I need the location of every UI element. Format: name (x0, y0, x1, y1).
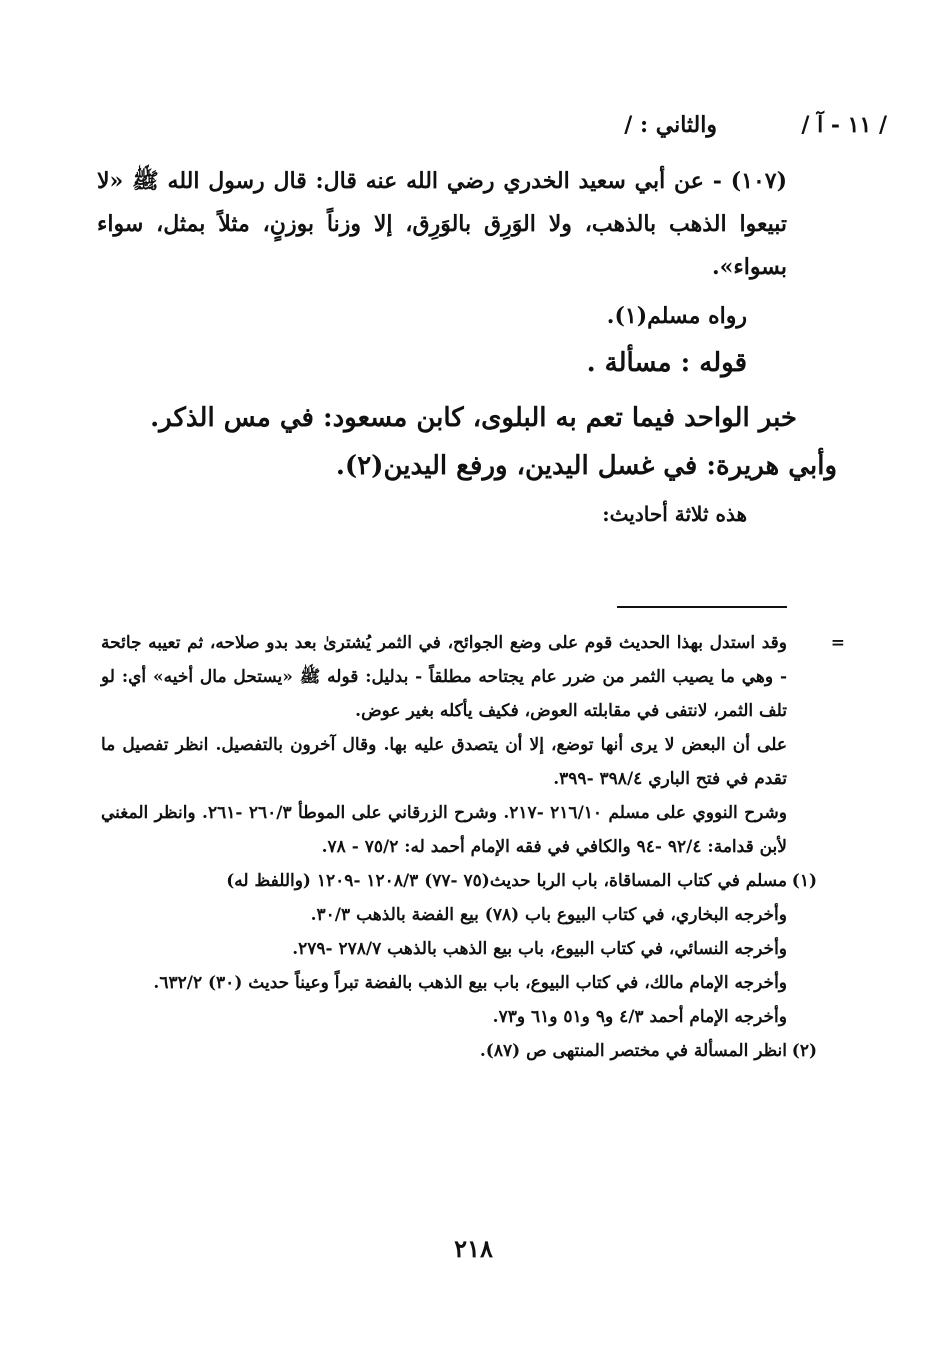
footnote-number: (١) (791, 871, 817, 891)
three-hadiths-line: هذه ثلاثة أحاديث: (602, 502, 747, 526)
page-header (67, 112, 887, 148)
footnote-line: وأخرجه البخاري، في كتاب البيوع باب (٧٨) بيع الفضة بالذهب ٣٠/٣. (310, 905, 787, 925)
footnote-line: وأخرجه الإمام مالك، في كتاب البيوع، باب بيع الذهب بالفضة تبراً وعيناً حديث (٣٠) ٦٣٢/٢. (153, 973, 787, 993)
footnote-line: وأخرجه الإمام أحمد ٤/٣ و٩ و٥١ و٦١ و٧٣. (492, 1007, 787, 1027)
footnote-line: انظر المسألة في مختصر المنتهى ص (٨٧). (479, 1041, 787, 1061)
footnote-number: (٢) (791, 1041, 817, 1061)
footnotes-area (101, 626, 845, 1068)
continued-note (101, 626, 845, 864)
continued-note-para-3: وشرح النووي على مسلم ٢١٦/١٠ -٢١٧. وشرح الزرقاني على الموطأ ٢٦٠/٣ -٢٦١. وانظر المغني لأبن قدامة: ٩٢/٤ -٩٤ والكافي في فقه الإمام أحمد له: ٧٥/٢ - ٧٨. (101, 803, 788, 857)
footnote-1 (101, 864, 817, 1034)
hadith-paragraph (97, 160, 787, 289)
page-number: ٢١٨ (454, 1234, 493, 1263)
section-label: والثاني : / (624, 112, 717, 138)
main-text (97, 160, 837, 534)
narration-line: رواه مسلم(١). (606, 303, 747, 329)
continued-note-para-1: وقد استدل بهذا الحديث قوم على وضع الجوائح، في الثمر يُشترىٰ بعد بدو صلاحه، ثم تعيبه جائحة - وهي ما يصيب الثمر من ضرر عام يجتاحه مطلقاً - بدليل: قوله ﷺ «يستحل مال أخيه» أي: لو تلف الثمر، لانتفى في مقابلته العوض، فكيف يأكله بغير عوض. (101, 633, 787, 721)
hadith-text: (١٠٧) - عن أبي سعيد الخدري رضي الله عنه قال: قال رسول الله ﷺ «لا تبيعوا الذهب بالذهب، ولا الوَرِق بالوَرِق، إلا وزناً بوزنٍ، مثلاً بمثل، سواء بسواء». (97, 168, 787, 280)
footnote-line: مسلم في كتاب المساقاة، باب الربا حديث(٧٥ -٧٧) ١٢٠٨/٣ -١٢٠٩ (واللفظ له) (226, 871, 787, 891)
continuation-marker: = (830, 633, 845, 653)
continued-note-para-2: على أن البعض لا يرى أنها توضع، إلا أن يتصدق عليه بها. وقال آخرون بالتفصيل. انظر تفصيل ما تقدم في فتح الباري ٣٩٨/٤ -٣٩٩. (101, 735, 787, 789)
qawl-heading: قوله : مسألة . (586, 348, 747, 378)
khabar-paragraph: خبر الواحد فيما تعم به البلوى، كابن مسعود: في مس الذكر. وأبي هريرة: في غسل اليدين، ورفع اليدين(٢). (150, 403, 837, 481)
manuscript-reference: / ١١ - آ / (801, 112, 887, 138)
footnote-line: وأخرجه النسائي، في كتاب البيوع، باب بيع الذهب بالذهب ٢٧٨/٧ -٢٧٩. (292, 939, 787, 959)
footnote-divider (617, 606, 787, 608)
footnote-2 (101, 1034, 817, 1068)
